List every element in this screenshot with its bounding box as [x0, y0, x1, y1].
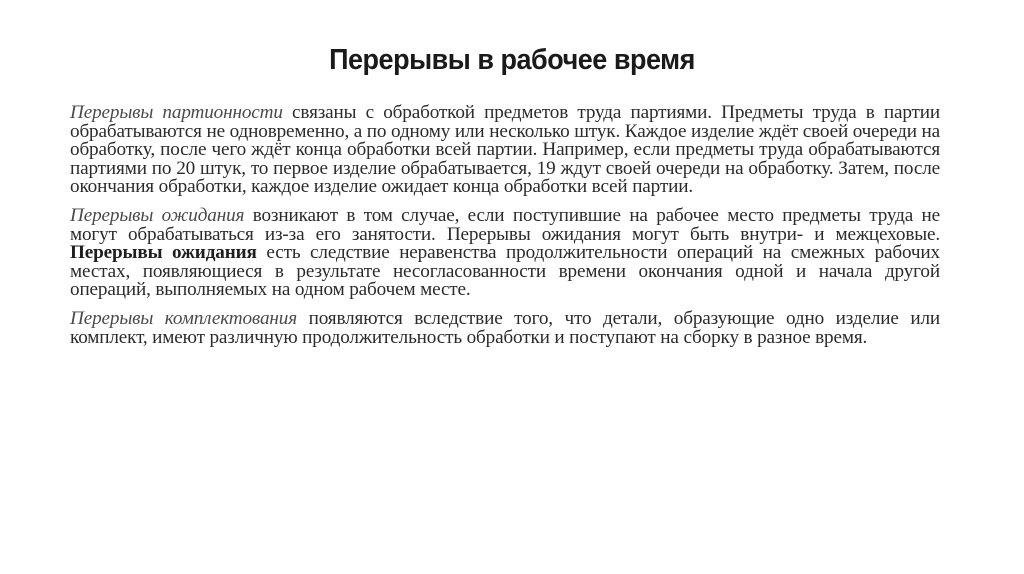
paragraph-partionnost	[70, 104, 940, 197]
term-ozhidaniya: Перерывы ожидания	[70, 204, 245, 226]
slide-title: Перерывы в рабочее время	[329, 44, 695, 76]
term-partionnost: Перерывы партионности	[70, 102, 283, 123]
paragraph-ozhidaniya	[70, 204, 941, 301]
paragraph-komplektovaniya	[70, 307, 941, 348]
paragraph-partionnost-text: связаны с обработкой предметов труда партиями. Предметы труда в партии обрабатываются не одновременно, а по одному или несколько штук. Каждое изделие ждёт своей очереди на обработку, после чего ждёт конца обработки всей партии. Например, если предметы труда обрабатываются партиями по 20 штук, то первое изделие обрабатывается, 19 ждут своей очереди на обработку. Затем, после окончания обработки, каждое изделие ожидает конца обработки всей партии.	[70, 102, 941, 198]
slide-body	[70, 104, 940, 357]
paragraph-ozhidaniya-text-after: есть следствие неравенства продолжительности операций на смежных рабочих местах, появляющиеся в результате несогласованности времени окончания одной и начала другой операций, выполняемых на одном рабочем месте.	[70, 242, 940, 301]
strong-ozhidaniya: Перерывы ожидания	[70, 242, 257, 264]
term-komplektovaniya: Перерывы комплектования	[70, 307, 297, 329]
paragraph-komplektovaniya-text: появляются вследствие того, что детали, образующие одно изделие или комплект, имеют различную продолжительность обработки и поступают на сборку в разное время.	[70, 307, 941, 348]
paragraph-ozhidaniya-text-before: возникают в том случае, если поступившие на рабочее место предметы труда не могут обрабатываться из-за его занятости. Перерывы ожидания могут быть внутри- и межцеховые.	[70, 204, 941, 245]
